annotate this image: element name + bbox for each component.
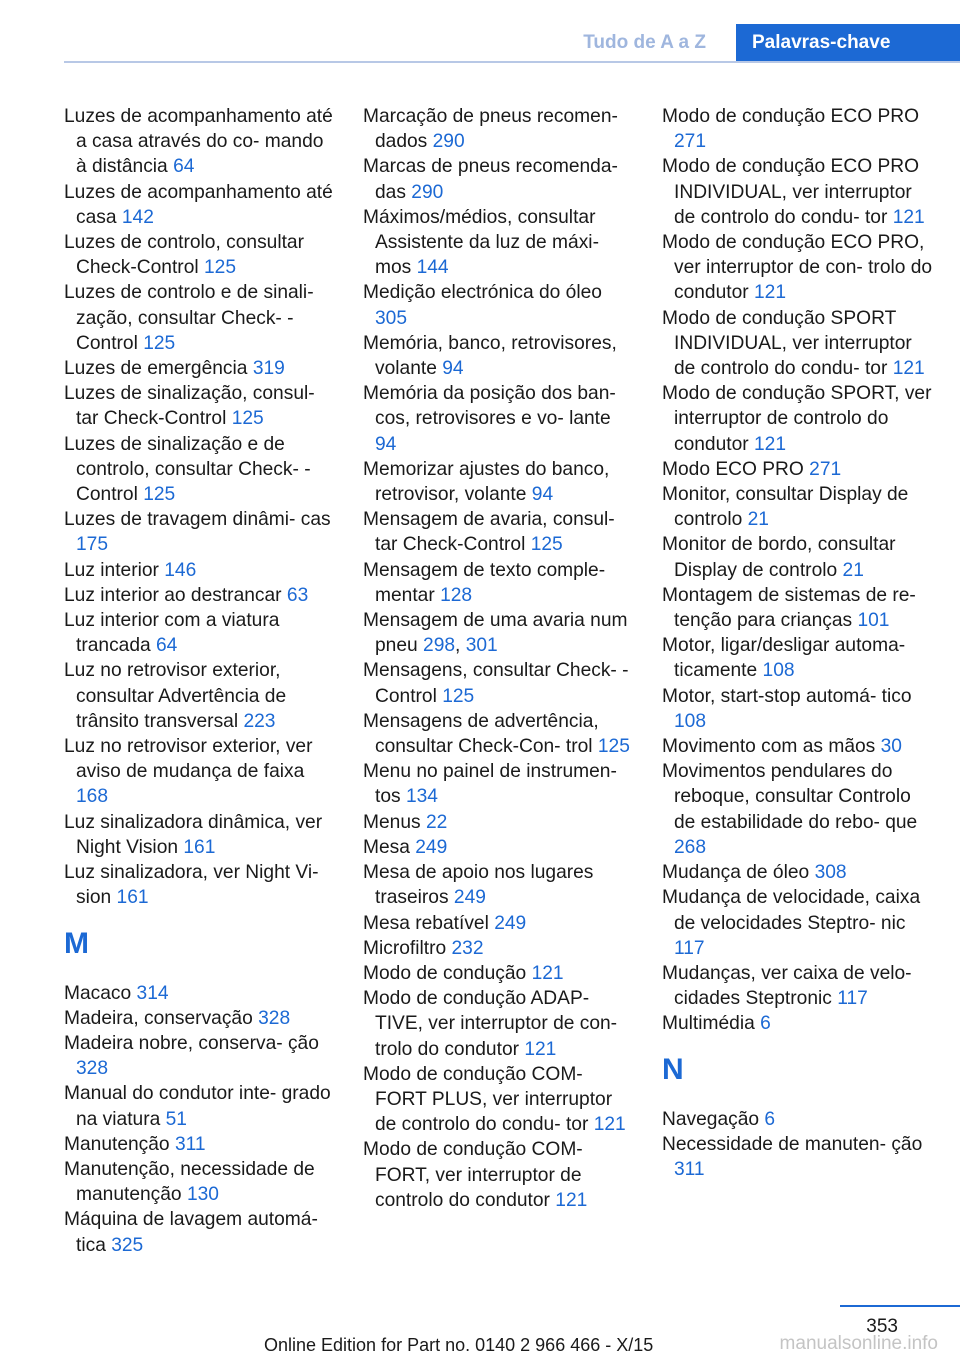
- index-entry: [662, 1132, 934, 1182]
- index-entry: [662, 860, 934, 885]
- index-entry: [64, 104, 336, 180]
- page-link[interactable]: 63: [286, 584, 309, 606]
- entry-term: Luzes de acompanhamento até a casa através do co- mando à distância: [64, 106, 333, 178]
- page-link[interactable]: 223: [243, 710, 276, 732]
- page-link[interactable]: 121: [593, 1114, 626, 1136]
- entry-term: Luz sinalizadora dinâmica, ver Night Vision: [64, 811, 323, 858]
- entry-term: Luz no retrovisor exterior, ver aviso de mudança de faixa: [64, 736, 313, 783]
- index-entry: [64, 1081, 336, 1131]
- page-link[interactable]: 319: [252, 358, 285, 380]
- entry-term: Mensagens de advertência, consultar Check-Con- trol: [363, 710, 599, 758]
- index-entry: [662, 532, 934, 582]
- index-entry: [662, 306, 934, 382]
- section-letter: M: [64, 926, 89, 960]
- page-number: 353: [866, 1316, 898, 1337]
- entry-term: Mensagem de uma avaria num pneu: [363, 610, 628, 657]
- page-link[interactable]: 125: [530, 534, 563, 556]
- entry-term: Memória da posição dos ban- cos, retrovisores e vo- lante: [363, 383, 616, 430]
- index-entry: [363, 104, 635, 154]
- index-entry: [363, 205, 635, 281]
- entry-term: Mudanças, ver caixa de velo- cidades Steptronic: [662, 962, 912, 1010]
- page-link[interactable]: 64: [156, 635, 178, 657]
- index-entry: [363, 860, 635, 910]
- entry-term: Manual do condutor inte- grado na viatura: [64, 1083, 331, 1130]
- page-link[interactable]: 146: [164, 559, 197, 581]
- index-entry: [64, 558, 336, 583]
- entry-term: Macaco: [64, 982, 132, 1004]
- index-entry: [64, 230, 336, 280]
- index-entry: [363, 936, 635, 961]
- entry-term: Luzes de travagem dinâmi- cas: [64, 509, 331, 531]
- page-link[interactable]: 175: [76, 534, 109, 556]
- index-entry: [363, 911, 635, 936]
- entry-term: Madeira, conservação: [64, 1007, 253, 1029]
- index-entry: [64, 658, 336, 734]
- header-divider: [64, 61, 960, 63]
- index-entry: [363, 280, 635, 330]
- index-entry: [64, 507, 336, 557]
- index-entry: [363, 835, 635, 860]
- page-link[interactable]: 134: [405, 786, 438, 808]
- index-entry: [64, 1132, 336, 1157]
- entry-term: Máximos/médios, consultar Assistente da luz de máxi- mos: [363, 206, 599, 279]
- entry-term: Luz interior: [64, 559, 159, 581]
- page-link[interactable]: 101: [857, 610, 890, 632]
- page-link[interactable]: 249: [415, 836, 448, 858]
- entry-term: Modo de condução COM- FORT PLUS, ver interruptor de controlo do condu- tor: [363, 1063, 613, 1136]
- page-link[interactable]: 125: [231, 408, 264, 430]
- entry-term: Modo de condução ADAP- TIVE, ver interruptor de con- trolo do condutor: [363, 988, 618, 1060]
- index-entry: [363, 759, 635, 809]
- entry-term: Luzes de controlo, consultar Check-Control: [64, 232, 304, 279]
- page-link[interactable]: 108: [762, 660, 795, 682]
- index-entry: [662, 885, 934, 961]
- page-link[interactable]: 121: [531, 962, 564, 984]
- footer-divider: [840, 1305, 960, 1307]
- entry-term: Modo de condução SPORT, ver interruptor de controlo do condutor: [662, 383, 932, 455]
- index-entry: Mensagem de uma avaria num pneu 298, 301: [363, 610, 628, 657]
- entry-term: Microfiltro: [363, 937, 447, 959]
- entry-term: Mesa rebatível: [363, 912, 489, 934]
- index-entry: [662, 684, 934, 734]
- page-link[interactable]: 22: [425, 811, 448, 833]
- index-column-3: [662, 104, 934, 1182]
- page-link[interactable]: 21: [747, 509, 769, 531]
- page-link[interactable]: 301: [465, 635, 498, 657]
- index-column-1: [64, 104, 336, 1258]
- page-link[interactable]: 125: [203, 257, 236, 279]
- page-link[interactable]: 6: [764, 1108, 776, 1130]
- edition-note: Online Edition for Part no. 0140 2 966 466 - X/15: [264, 1335, 654, 1355]
- entry-term: Luz sinalizadora, ver Night Vi- sion: [64, 862, 319, 909]
- index-entry: [64, 1207, 336, 1257]
- index-entry: [64, 981, 336, 1006]
- entry-term: Luz interior com a viatura trancada: [64, 610, 280, 657]
- entry-term: Manutenção, necessidade de manutenção: [64, 1158, 315, 1206]
- page-link[interactable]: 125: [442, 685, 475, 707]
- entry-term: Luzes de sinalização, consul- tar Check-Control: [64, 383, 315, 430]
- page-link[interactable]: 94: [442, 358, 464, 380]
- section-tab[interactable]: Tudo de A a Z: [583, 32, 706, 53]
- page-link[interactable]: 51: [165, 1108, 187, 1130]
- entry-term: Motor, start-stop automá- tico: [662, 685, 912, 707]
- page-link[interactable]: 125: [143, 484, 176, 506]
- entry-term: Monitor de bordo, consultar Display de controlo: [662, 534, 896, 581]
- entry-term: Mesa: [363, 836, 410, 858]
- page-link[interactable]: 249: [494, 912, 527, 934]
- index-entry: [363, 658, 635, 708]
- index-entry: [363, 1137, 635, 1213]
- index-entry: [64, 583, 336, 608]
- index-entry: [662, 154, 934, 230]
- keywords-tab[interactable]: Palavras-chave: [736, 24, 960, 62]
- page-link[interactable]: 121: [754, 433, 787, 455]
- index-entry: [363, 558, 635, 608]
- index-entry: [662, 482, 934, 532]
- entry-term: Memória, banco, retrovisores, volante: [363, 332, 617, 380]
- index-entry: [64, 734, 336, 810]
- page-link[interactable]: 121: [892, 358, 925, 380]
- index-entry: [662, 759, 934, 860]
- index-entry: [64, 280, 336, 356]
- index-entry: [363, 1062, 635, 1138]
- entry-term: Medição electrónica do óleo: [363, 282, 602, 304]
- index-entry: [662, 1011, 934, 1036]
- entry-term: Movimento com as mãos: [662, 736, 876, 758]
- page-link[interactable]: 108: [674, 710, 707, 732]
- entry-term: Marcação de pneus recomen- dados: [363, 106, 618, 153]
- page-link[interactable]: 142: [121, 206, 154, 228]
- entry-term: Modo de condução ECO PRO, ver interruptor de con- trolo do condutor: [662, 232, 933, 304]
- index-entry: [363, 709, 635, 759]
- index-entry: [64, 1031, 336, 1081]
- entry-term: Luz interior ao destrancar: [64, 584, 282, 606]
- index-entry: [363, 810, 635, 835]
- entry-term: Menu no painel de instrumen- tos: [363, 761, 617, 808]
- entry-term: Modo de condução ECO PRO INDIVIDUAL, ver interruptor de controlo do condu- tor: [662, 156, 920, 228]
- page-link[interactable]: 232: [451, 937, 484, 959]
- watermark: manualsonline.info: [779, 1333, 938, 1354]
- entry-term: Luzes de controlo e de sinali- zação, consultar Check- -Control: [64, 282, 314, 354]
- page-link[interactable]: 121: [754, 282, 787, 304]
- entry-term: Máquina de lavagem automá- tica: [64, 1209, 318, 1256]
- page-link[interactable]: 128: [440, 584, 473, 606]
- entry-term: Monitor, consultar Display de controlo: [662, 484, 909, 531]
- index-entry: [662, 583, 934, 633]
- page-link[interactable]: 125: [143, 332, 176, 354]
- index-entry: [662, 104, 934, 154]
- page-link[interactable]: 121: [555, 1189, 588, 1211]
- entry-term: Mudança de velocidade, caixa de velocidades Steptro- nic: [662, 887, 921, 934]
- entry-term: Modo de condução COM- FORT, ver interruptor de controlo do condutor: [363, 1139, 583, 1211]
- index-entry: [662, 457, 934, 482]
- page-link[interactable]: 311: [674, 1158, 705, 1180]
- entry-term: Memorizar ajustes do banco, retrovisor, volante: [363, 458, 610, 506]
- index-entry: [64, 1157, 336, 1207]
- entry-term: Mensagem de texto comple- mentar: [363, 559, 606, 606]
- entry-term: Navegação: [662, 1108, 760, 1130]
- page-link[interactable]: 290: [432, 131, 465, 153]
- page-link[interactable]: 21: [842, 559, 864, 581]
- index-entry: [662, 1107, 934, 1132]
- index-entry: [662, 633, 934, 683]
- index-entry: [662, 961, 934, 1011]
- index-entry: [363, 457, 635, 507]
- page-link[interactable]: 161: [116, 887, 149, 909]
- entry-term: Marcas de pneus recomenda- das: [363, 156, 618, 203]
- entry-term: Motor, ligar/desligar automa- ticamente: [662, 635, 906, 682]
- index-entry: [363, 154, 635, 204]
- index-entry: [64, 608, 336, 658]
- page-link[interactable]: 161: [183, 836, 216, 858]
- entry-term: Luzes de emergência: [64, 358, 248, 380]
- page-link[interactable]: 308: [814, 862, 847, 884]
- page-link[interactable]: 325: [111, 1234, 144, 1256]
- page-link[interactable]: 168: [76, 786, 109, 808]
- index-entry: [662, 734, 934, 759]
- page-link[interactable]: 271: [674, 131, 707, 153]
- entry-term: Modo de condução: [363, 962, 527, 984]
- index-column-2: [363, 104, 635, 1213]
- page-link[interactable]: 121: [892, 206, 925, 228]
- index-entry: [363, 507, 635, 557]
- entry-term: Modo ECO PRO: [662, 458, 804, 480]
- page-link[interactable]: 64: [173, 156, 195, 178]
- page-link[interactable]: 271: [809, 458, 842, 480]
- index-entry: [64, 1006, 336, 1031]
- page-link[interactable]: 314: [136, 982, 169, 1004]
- entry-term: Montagem de sistemas de re- tenção para crianças: [662, 584, 916, 632]
- page-link[interactable]: 290: [411, 181, 444, 203]
- index-entry: [64, 810, 336, 860]
- entry-term: Manutenção: [64, 1133, 170, 1155]
- page-link[interactable]: 305: [375, 307, 408, 329]
- entry-term: Mudança de óleo: [662, 862, 810, 884]
- entry-term: Madeira nobre, conserva- ção: [64, 1032, 319, 1054]
- page-link[interactable]: 30: [880, 736, 902, 758]
- page-link[interactable]: 117: [674, 937, 705, 959]
- index-entry: [363, 331, 635, 381]
- index-entry: [363, 381, 635, 457]
- page-link[interactable]: 144: [416, 257, 449, 279]
- page-link[interactable]: 130: [186, 1184, 219, 1206]
- entry-term: Modo de condução SPORT INDIVIDUAL, ver interruptor de controlo do condu- tor: [662, 307, 912, 380]
- entry-term: Multimédia: [662, 1013, 755, 1035]
- page-link[interactable]: 311: [174, 1133, 206, 1155]
- page-link[interactable]: 249: [453, 887, 486, 909]
- index-entry: [64, 860, 336, 910]
- index-entry: [64, 432, 336, 508]
- index-entry: [64, 180, 336, 230]
- entry-term: Luzes de sinalização e de controlo, consultar Check- -Control: [64, 433, 311, 506]
- page-link[interactable]: 328: [76, 1058, 109, 1080]
- page-link[interactable]: 121: [524, 1038, 557, 1060]
- index-entry: [363, 961, 635, 986]
- page-link[interactable]: 94: [531, 484, 554, 506]
- page-link[interactable]: 125: [597, 736, 630, 758]
- index-entry: [363, 986, 635, 1062]
- entry-term: Necessidade de manuten- ção: [662, 1133, 923, 1155]
- entry-term: Mensagem de avaria, consul- tar Check-Control: [363, 509, 615, 556]
- section-letter: N: [662, 1052, 684, 1086]
- page-link[interactable]: 6: [760, 1013, 771, 1035]
- page-link[interactable]: 328: [258, 1007, 291, 1029]
- entry-term: Mesa de apoio nos lugares traseiros: [363, 862, 594, 909]
- page-link[interactable]: 298: [423, 635, 456, 657]
- entry-term: Luz no retrovisor exterior, consultar Advertência de trânsito transversal: [64, 660, 287, 732]
- page-header: [0, 0, 960, 64]
- entry-term: Mensagens, consultar Check- -Control: [363, 660, 629, 707]
- entry-term: Luzes de acompanhamento até casa: [64, 181, 333, 228]
- index-entry: [662, 381, 934, 457]
- entry-term: Modo de condução ECO PRO: [662, 106, 920, 127]
- index-entry: [64, 356, 336, 381]
- page-link[interactable]: 117: [837, 988, 868, 1010]
- entry-term: Movimentos pendulares do reboque, consultar Controlo de estabilidade do rebo- que: [662, 761, 918, 833]
- index-entry: [662, 230, 934, 306]
- page-link[interactable]: 94: [375, 433, 397, 455]
- page-link[interactable]: 268: [674, 836, 707, 858]
- index-entry: [64, 381, 336, 431]
- entry-term: Menus: [363, 811, 421, 833]
